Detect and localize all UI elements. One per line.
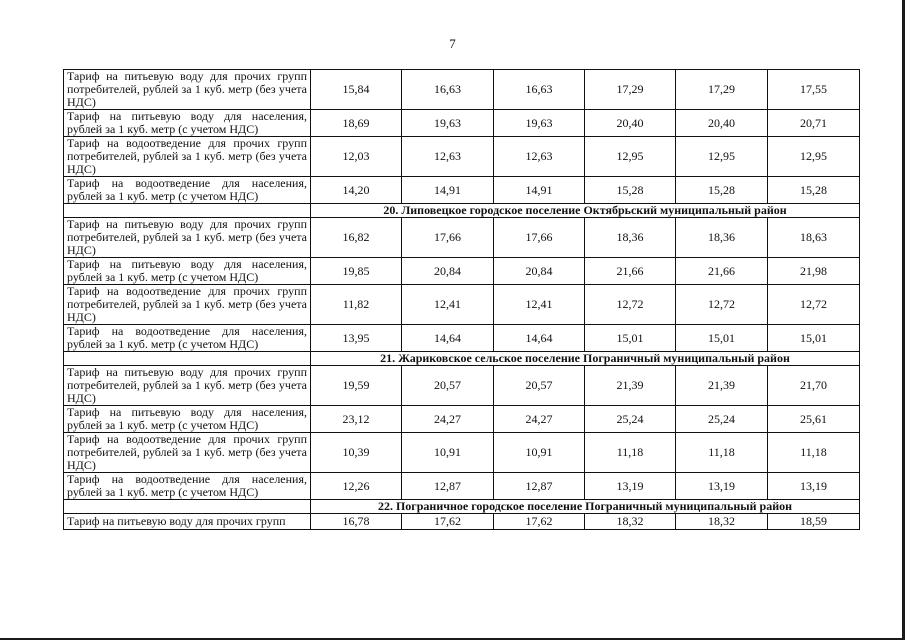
tariff-label: Тариф на питьевую воду для прочих групп потребителей, рублей за 1 куб. метр (без учета НДС) — [64, 70, 311, 110]
table-row — [64, 137, 860, 177]
tariff-value: 18,32 — [585, 514, 676, 530]
tariff-value: 21,39 — [676, 366, 768, 406]
tariff-label: Тариф на водоотведение для населения, рублей за 1 куб. метр (с учетом НДС) — [64, 177, 311, 204]
tariff-value: 10,91 — [494, 433, 585, 473]
tariff-value: 18,36 — [585, 218, 676, 258]
tariff-value: 12,26 — [311, 473, 402, 500]
tariff-label: Тариф на питьевую воду для населения, рублей за 1 куб. метр (с учетом НДС) — [64, 110, 311, 137]
tariff-value: 13,95 — [311, 325, 402, 352]
tariff-value: 18,36 — [676, 218, 768, 258]
table-row — [64, 473, 860, 500]
tariff-value: 16,82 — [311, 218, 402, 258]
tariff-value: 12,41 — [402, 285, 494, 325]
tariff-value: 13,19 — [676, 473, 768, 500]
tariff-value: 14,20 — [311, 177, 402, 204]
tariff-value: 19,63 — [494, 110, 585, 137]
tariff-value: 10,91 — [402, 433, 494, 473]
tariff-value: 15,28 — [585, 177, 676, 204]
tariff-value: 12,72 — [585, 285, 676, 325]
tariff-table — [63, 69, 860, 530]
tariff-value: 19,85 — [311, 258, 402, 285]
tariff-value: 15,84 — [311, 70, 402, 110]
tariff-label: Тариф на водоотведение для населения, рублей за 1 куб. метр (с учетом НДС) — [64, 473, 311, 500]
tariff-value: 17,66 — [402, 218, 494, 258]
tariff-value: 14,64 — [494, 325, 585, 352]
tariff-value: 19,59 — [311, 366, 402, 406]
tariff-value: 16,63 — [494, 70, 585, 110]
tariff-value: 12,95 — [768, 137, 860, 177]
tariff-value: 19,63 — [402, 110, 494, 137]
tariff-value: 16,78 — [311, 514, 402, 530]
tariff-value: 12,72 — [768, 285, 860, 325]
tariff-label: Тариф на питьевую воду для прочих групп потребителей, рублей за 1 куб. метр (без учета НДС) — [64, 218, 311, 258]
section-row — [64, 500, 860, 514]
tariff-label: Тариф на питьевую воду для прочих групп — [64, 514, 311, 530]
tariff-value: 17,62 — [494, 514, 585, 530]
tariff-value: 25,24 — [585, 406, 676, 433]
tariff-value: 20,57 — [402, 366, 494, 406]
tariff-value: 18,59 — [768, 514, 860, 530]
tariff-label: Тариф на питьевую воду для населения, рублей за 1 куб. метр (с учетом НДС) — [64, 406, 311, 433]
tariff-value: 12,41 — [494, 285, 585, 325]
tariff-value: 14,91 — [494, 177, 585, 204]
section-row — [64, 352, 860, 366]
tariff-value: 18,63 — [768, 218, 860, 258]
table-row — [64, 325, 860, 352]
tariff-value: 11,18 — [768, 433, 860, 473]
tariff-value: 12,03 — [311, 137, 402, 177]
section-heading: 20. Липовецкое городское поселение Октябрьский муниципальный район — [311, 204, 860, 218]
tariff-value: 15,01 — [585, 325, 676, 352]
section-empty-cell — [64, 204, 311, 218]
tariff-table-body — [64, 70, 860, 530]
tariff-value: 17,55 — [768, 70, 860, 110]
tariff-value: 17,29 — [585, 70, 676, 110]
tariff-value: 21,66 — [585, 258, 676, 285]
tariff-value: 13,19 — [768, 473, 860, 500]
table-row — [64, 218, 860, 258]
section-heading: 21. Жариковское сельское поселение Пограничный муниципальный район — [311, 352, 860, 366]
tariff-label: Тариф на водоотведение для прочих групп потребителей, рублей за 1 куб. метр (без учета НДС) — [64, 285, 311, 325]
table-row — [64, 110, 860, 137]
tariff-label: Тариф на питьевую воду для прочих групп потребителей, рублей за 1 куб. метр (без учета НДС) — [64, 366, 311, 406]
tariff-value: 13,19 — [585, 473, 676, 500]
table-row — [64, 433, 860, 473]
section-row — [64, 204, 860, 218]
tariff-value: 15,01 — [768, 325, 860, 352]
tariff-value: 15,01 — [676, 325, 768, 352]
tariff-label: Тариф на питьевую воду для населения, рублей за 1 куб. метр (с учетом НДС) — [64, 258, 311, 285]
tariff-value: 20,57 — [494, 366, 585, 406]
tariff-value: 17,66 — [494, 218, 585, 258]
table-row — [64, 514, 860, 530]
tariff-value: 20,40 — [676, 110, 768, 137]
tariff-value: 12,87 — [494, 473, 585, 500]
tariff-value: 20,84 — [402, 258, 494, 285]
tariff-value: 12,72 — [676, 285, 768, 325]
tariff-value: 18,69 — [311, 110, 402, 137]
tariff-value: 12,95 — [676, 137, 768, 177]
section-empty-cell — [64, 500, 311, 514]
tariff-value: 12,63 — [402, 137, 494, 177]
tariff-value: 12,63 — [494, 137, 585, 177]
tariff-value: 14,64 — [402, 325, 494, 352]
tariff-value: 10,39 — [311, 433, 402, 473]
table-row — [64, 70, 860, 110]
tariff-value: 17,29 — [676, 70, 768, 110]
table-row — [64, 177, 860, 204]
section-empty-cell — [64, 352, 311, 366]
tariff-value: 15,28 — [768, 177, 860, 204]
tariff-value: 12,95 — [585, 137, 676, 177]
page-number: 7 — [449, 36, 456, 51]
tariff-label: Тариф на водоотведение для прочих групп потребителей, рублей за 1 куб. метр (без учета НДС) — [64, 137, 311, 177]
tariff-value: 21,66 — [676, 258, 768, 285]
tariff-value: 14,91 — [402, 177, 494, 204]
tariff-value: 20,71 — [768, 110, 860, 137]
tariff-value: 11,18 — [676, 433, 768, 473]
section-heading: 22. Пограничное городское поселение Пограничный муниципальный район — [311, 500, 860, 514]
tariff-value: 24,27 — [402, 406, 494, 433]
table-row — [64, 285, 860, 325]
table-row — [64, 366, 860, 406]
tariff-value: 20,40 — [585, 110, 676, 137]
tariff-value: 20,84 — [494, 258, 585, 285]
tariff-value: 23,12 — [311, 406, 402, 433]
table-row — [64, 258, 860, 285]
tariff-value: 25,24 — [676, 406, 768, 433]
tariff-value: 25,61 — [768, 406, 860, 433]
tariff-value: 17,62 — [402, 514, 494, 530]
tariff-label: Тариф на водоотведение для прочих групп потребителей, рублей за 1 куб. метр (без учета НДС) — [64, 433, 311, 473]
tariff-label: Тариф на водоотведение для населения, рублей за 1 куб. метр (с учетом НДС) — [64, 325, 311, 352]
tariff-value: 24,27 — [494, 406, 585, 433]
tariff-value: 21,98 — [768, 258, 860, 285]
tariff-value: 11,82 — [311, 285, 402, 325]
tariff-value: 21,39 — [585, 366, 676, 406]
tariff-value: 11,18 — [585, 433, 676, 473]
tariff-value: 21,70 — [768, 366, 860, 406]
tariff-value: 18,32 — [676, 514, 768, 530]
tariff-value: 12,87 — [402, 473, 494, 500]
table-row — [64, 406, 860, 433]
tariff-value: 16,63 — [402, 70, 494, 110]
tariff-value: 15,28 — [676, 177, 768, 204]
